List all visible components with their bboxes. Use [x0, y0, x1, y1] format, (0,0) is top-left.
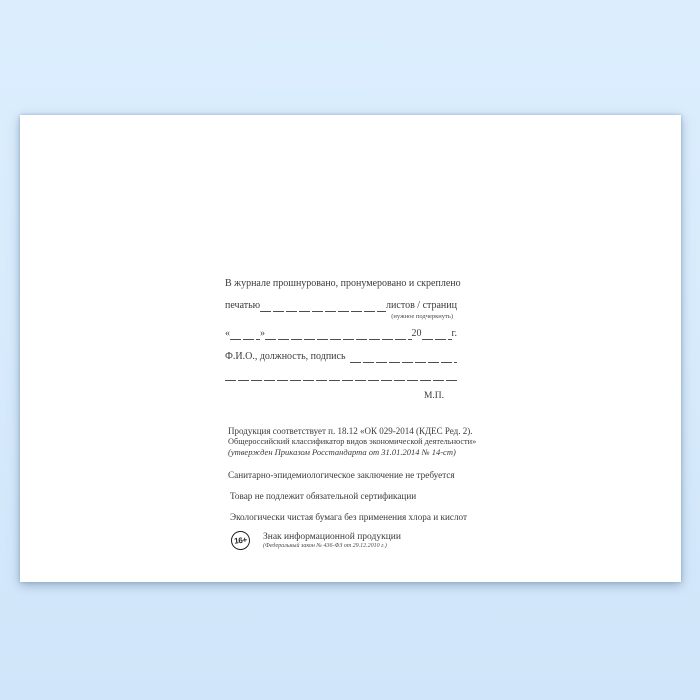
- age-mark-label: Знак информационной продукции: [263, 531, 401, 542]
- compliance-paragraph: [228, 426, 477, 457]
- stamp-abbr: М.П.: [423, 391, 444, 401]
- compliance-line3: (утвержден Приказом Росстандарта от 31.01.2014 № 14-ст): [228, 446, 456, 457]
- quote-close: »: [260, 328, 265, 339]
- age-mark-law: (Федеральный закон № 436-ФЗ от 29.12.2010 г.): [263, 542, 387, 549]
- date-month-line: [265, 330, 412, 340]
- signature-label: Ф.И.О., должность, подпись: [225, 351, 346, 362]
- sheets-label: листов / страниц: [386, 300, 457, 311]
- year-prefix: 20: [411, 328, 422, 339]
- seal-row: [225, 300, 457, 312]
- compliance-line2: Общероссийский классификатор видов экономической деятельности»: [228, 436, 477, 446]
- certification-statement: Товар не подлежит обязательной сертификации: [230, 490, 417, 501]
- quote-open: «: [225, 328, 230, 339]
- date-day-line: [230, 330, 260, 340]
- year-blank-line: [422, 330, 452, 340]
- underline-note: (нужное подчеркнуть): [391, 313, 453, 320]
- seal-blank-line: [260, 302, 386, 312]
- age-mark-row: [231, 531, 457, 550]
- sanitary-statement: Санитарно-эпидемиологическое заключение не требуется: [228, 469, 455, 480]
- compliance-line1: Продукция соответствует п. 18.12 «ОК 029-2014 (КДЕС Ред. 2).: [228, 426, 473, 436]
- journal-back-page: [20, 115, 681, 582]
- signature-row: [225, 351, 457, 363]
- extra-signature-line: [225, 380, 457, 381]
- year-suffix: г.: [451, 328, 457, 339]
- age-mark-text: [263, 531, 401, 550]
- date-row: [225, 328, 457, 340]
- seal-label: печатью: [225, 300, 261, 311]
- ecology-statement: Экологически чистая бумага без применения хлора и кислот: [230, 511, 468, 522]
- signature-blank-line: [350, 353, 457, 363]
- 16-plus-badge-icon: 16+: [230, 530, 251, 551]
- binding-statement: В журнале прошнуровано, пронумеровано и скреплено: [225, 278, 461, 289]
- page-content: [225, 278, 477, 550]
